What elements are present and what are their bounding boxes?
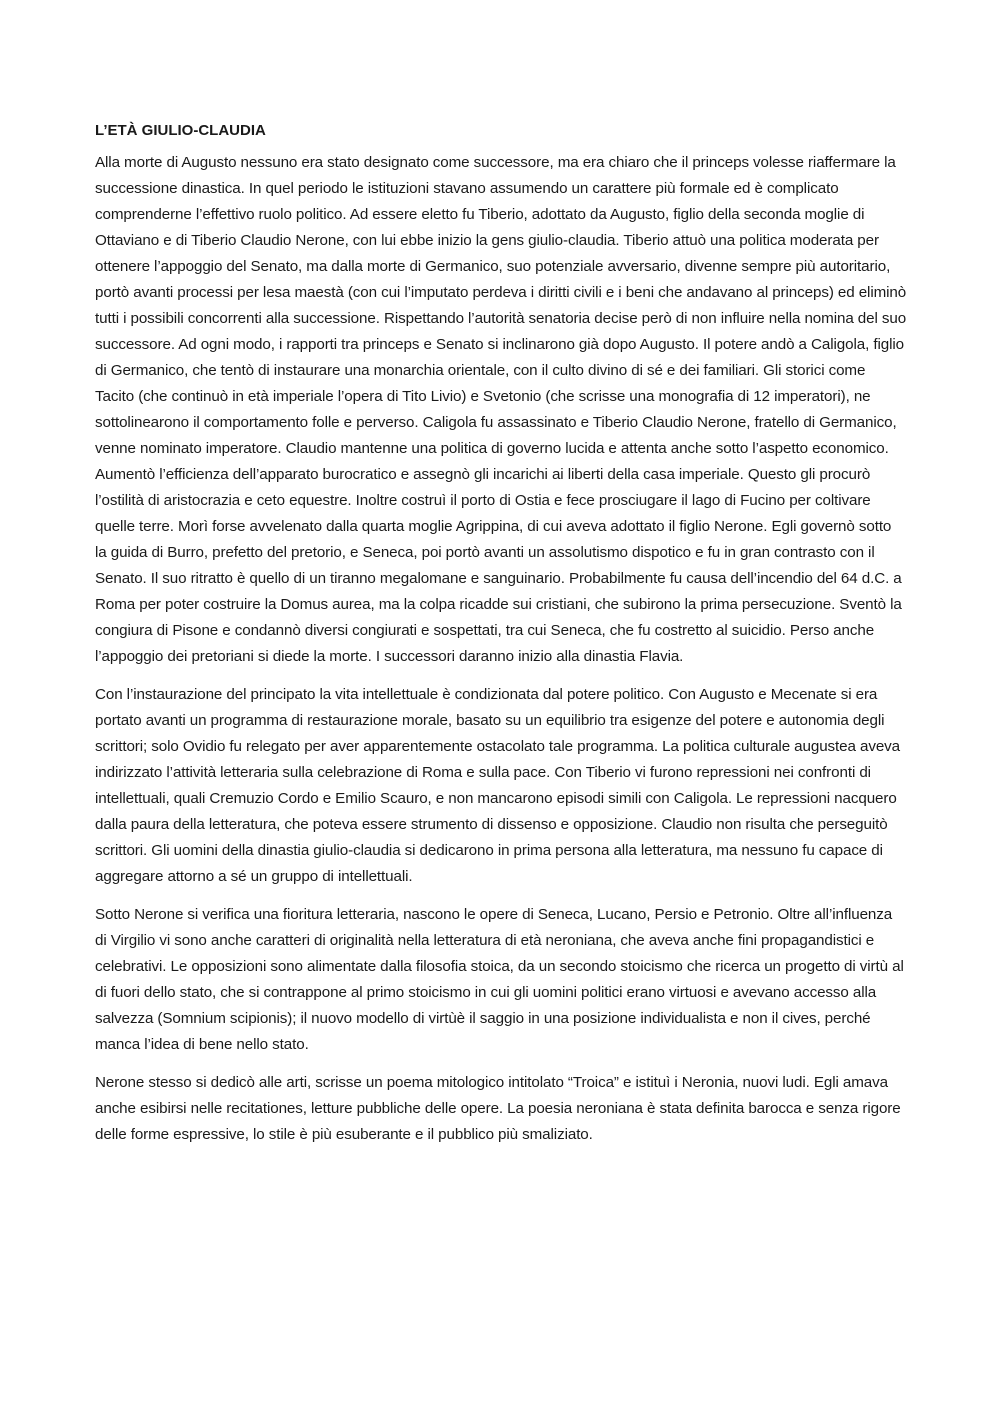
document-page <box>95 118 907 1160</box>
document-title: L’ETÀ GIULIO-CLAUDIA <box>95 122 266 139</box>
paragraph-nero-arts: Nerone stesso si dedicò alle arti, scrisse un poema mitologico intitolato “Troica” e istituì i Neronia, nuovi ludi. Egli amava anche esibirsi nelle recitationes, letture pubbliche delle opere. La poesia neroniana è stata definita barocca e senza rigore delle forme espressive, lo stile è più esuberante e il pubblico più smaliziato. <box>95 1074 901 1143</box>
paragraph-intellectual-life: Con l’instaurazione del principato la vita intellettuale è condizionata dal potere politico. Con Augusto e Mecenate si era portato avanti un programma di restaurazione morale, basato su un equilibrio tra esigenze del potere e autonomia degli scrittori; solo Ovidio fu relegato per aver apparentemente ostacolato tale programma. La politica culturale augustea aveva indirizzato l’attività letteraria sulla celebrazione di Roma e sulla pace. Con Tiberio vi furono repressioni nei confronti di intellettuali, quali Cremuzio Cordo e Emilio Scauro, e non mancarono episodi simili con Caligola. Le repressioni nacquero dalla paura della letteratura, che poteva essere strumento di dissenso e opposizione. Claudio non risulta che perseguitò scrittori. Gli uomini della dinastia giulio-claudia si dedicarono in prima persona alla letteratura, ma nessuno fu capace di aggregare attorno a sé un gruppo di intellettuali. <box>95 686 901 885</box>
paragraph-giulio-claudia-history: Alla morte di Augusto nessuno era stato designato come successore, ma era chiaro che il princeps volesse riaffermare la successione dinastica. In quel periodo le istituzioni stavano assumendo un carattere più formale ed è complicato comprenderne l’effettivo ruolo politico. Ad essere eletto fu Tiberio, adottato da Augusto, figlio della seconda moglie di Ottaviano e di Tiberio Claudio Nerone, con lui ebbe inizio la gens giulio-claudia. Tiberio attuò una politica moderata per ottenere l’appoggio del Senato, ma dalla morte di Germanico, suo potenziale avversario, divenne sempre più autoritario, portò avanti processi per lesa maestà (con cui l’imputato perdeva i diritti civili e i beni che andavano al princeps) ed eliminò tutti i possibili concorrenti alla successione. Rispettando l’autorità senatoria decise però di non influire nella nomina del suo successore. Ad ogni modo, i rapporti tra princeps e Senato si inclinarono già dopo Augusto. Il potere andò a Caligola, figlio di Germanico, che tentò di instaurare una monarchia orientale, con il culto divino di sé e dei familiari. Gli storici come Tacito (che continuò in età imperiale l’opera di Tito Livio) e Svetonio (che scrisse una monografia di 12 imperatori), ne sottolinearono il comportamento folle e perverso. Caligola fu assassinato e Tiberio Claudio Nerone, fratello di Germanico, venne nominato imperatore. Claudio mantenne una politica di governo lucida e attenta anche sotto l’aspetto economico. Aumentò l’efficienza dell’apparato burocratico e assegnò gli incarichi ai liberti della casa imperiale. Questo gli procurò l’ostilità di aristocrazia e ceto equestre. Inoltre costruì il porto di Ostia e fece prosciugare il lago di Fucino per coltivare quelle terre. Morì forse avvelenato dalla quarta moglie Agrippina, di cui aveva adottato il figlio Nerone. Egli governò sotto la guida di Burro, prefetto del pretorio, e Seneca, poi portò avanti un assolutismo dispotico e fu in gran contrasto con il Senato. Il suo ritratto è quello di un tiranno megalomane e sanguinario. Probabilmente fu causa dell’incendio del 64 d.C. a Roma per poter costruire la Domus aurea, ma la colpa ricadde sui cristiani, che subirono la prima persecuzione. Sventò la congiura di Pisone e condannò diversi congiurati e sospettati, tra cui Seneca, che fu costretto al suicidio. Perso anche l’appoggio dei pretoriani si diede la morte. I successori daranno inizio alla dinastia Flavia. <box>95 154 907 665</box>
paragraph-neronian-literature: Sotto Nerone si verifica una fioritura letteraria, nascono le opere di Seneca, Lucano, Persio e Petronio. Oltre all’influenza di Virgilio vi sono anche caratteri di originalità nella letteratura di età neroniana, che aveva anche fini propagandistici e celebrativi. Le opposizioni sono alimentate dalla filosofia stoica, da un secondo stoicismo che ricerca un progetto di virtù al di fuori dello stato, che si contrappone al primo stoicismo in cui gli uomini politici erano virtuosi e avevano accesso alla salvezza (Somnium scipionis); il nuovo modello di virtùè il saggio in una posizione individualista e non il cives, perché manca l’idea di bene nello stato. <box>95 906 904 1053</box>
